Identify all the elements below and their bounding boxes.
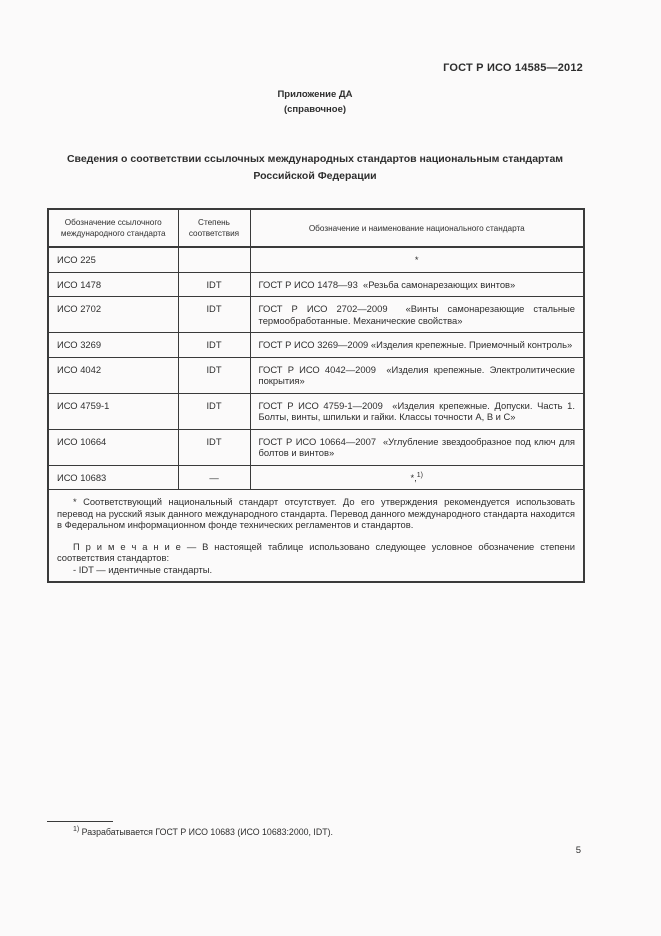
cell-reference-standard: ИСО 1478 [48, 272, 178, 297]
cell-degree: IDT [178, 357, 250, 393]
cell-reference-standard: ИСО 4042 [48, 357, 178, 393]
doc-code: ГОСТ Р ИСО 14585—2012 [443, 62, 583, 74]
page-number: 5 [575, 845, 581, 856]
cell-degree: IDT [178, 297, 250, 333]
table-row [48, 393, 584, 429]
page-footnote [47, 827, 583, 838]
annex-title: Приложение ДА [277, 89, 353, 100]
note-text: П р и м е ч а н и е — В настоящей таблице использовано следующее условное обозначение степени соответствия стандартов: [57, 540, 575, 563]
cell-national-standard: ГОСТ Р ИСО 4042—2009 «Изделия крепежные. Электролитические покрытия» [250, 357, 584, 393]
cell-degree: IDT [178, 429, 250, 465]
cell-degree: IDT [178, 393, 250, 429]
cell-reference-standard: ИСО 2702 [48, 297, 178, 333]
standards-correspondence-table [47, 208, 585, 583]
header-degree: Степень соответствия [178, 209, 250, 247]
note-item-idt: - IDT — идентичные стандарты. [73, 563, 213, 575]
cell-reference-standard: ИСО 4759-1 [48, 393, 178, 429]
cell-national-standard: ГОСТ Р ИСО 10664—2007 «Углубление звездообразное под ключ для болтов и винтов» [250, 429, 584, 465]
cell-degree: IDT [178, 272, 250, 297]
table-row [48, 297, 584, 333]
table-footnote-cell [48, 490, 584, 583]
table-footnote-section [48, 490, 584, 583]
table-header [48, 209, 584, 247]
table-row [48, 429, 584, 465]
table-row [48, 247, 584, 272]
heading-line-1: Сведения о соответствии ссылочных международных стандартов национальным стандартам [66, 153, 564, 165]
cell-reference-standard: ИСО 225 [48, 247, 178, 272]
footnote-text: Разрабатывается ГОСТ Р ИСО 10683 (ИСО 10683:2000, IDT). [79, 827, 333, 837]
table-row [48, 357, 584, 393]
table-header-row [48, 209, 584, 247]
cell-reference-standard: ИСО 10664 [48, 429, 178, 465]
heading-line-2: Российской Федерации [253, 170, 377, 182]
cell-national-standard: ГОСТ Р ИСО 1478—93 «Резьба самонарезающих винтов» [250, 272, 584, 297]
table-row [48, 333, 584, 358]
header-reference-standard: Обозначение ссылочного международного стандарта [48, 209, 178, 247]
cell-degree: — [178, 465, 250, 490]
document-heading [47, 151, 583, 185]
cell-degree: IDT [178, 333, 250, 358]
cell-national-standard: ГОСТ Р ИСО 4759-1—2009 «Изделия крепежные. Допуски. Часть 1. Болты, винты, шпильки и гайки. Классы точности А, В и С» [250, 393, 584, 429]
table-footnote-row [48, 490, 584, 583]
footnote-divider [47, 821, 113, 822]
cell-reference-standard: ИСО 10683 [48, 465, 178, 490]
footnote-marker: 1) [73, 826, 80, 834]
header-national-standard: Обозначение и наименование национального стандарта [250, 209, 584, 247]
cell-national-standard: ГОСТ Р ИСО 3269—2009 «Изделия крепежные. Приемочный контроль» [250, 333, 584, 358]
cell-national-standard: *,$^{1)}$ [250, 465, 584, 490]
table-body [48, 247, 584, 490]
table-row [48, 465, 584, 490]
annex-block [47, 87, 583, 117]
annex-subtitle: (справочное) [283, 104, 347, 115]
table-row [48, 272, 584, 297]
cell-degree [178, 247, 250, 272]
cell-national-standard: * [250, 247, 584, 272]
cell-reference-standard: ИСО 3269 [48, 333, 178, 358]
footnote-star-text: * Соответствующий национальный стандарт отсутствует. До его утверждения рекомендуется использовать перевод на русский язык данного международного стандарта. Перевод данного международного стандарта находится в Федеральном информационном фонде технических регламентов и стандартов. [57, 496, 575, 530]
cell-national-standard: ГОСТ Р ИСО 2702—2009 «Винты самонарезающие стальные термообработанные. Механические свойства» [250, 297, 584, 333]
